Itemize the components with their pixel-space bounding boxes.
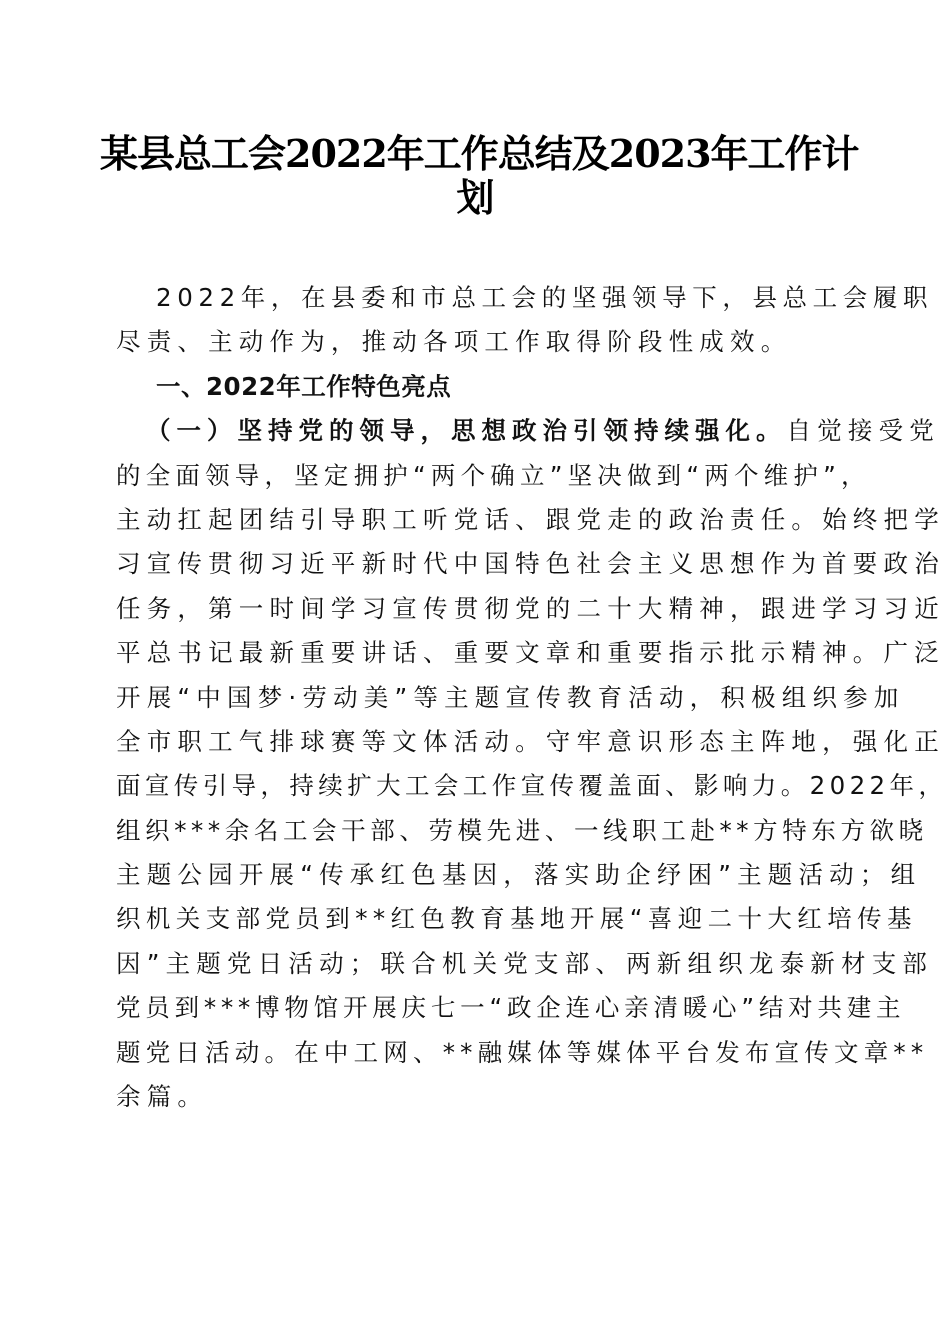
body-line: 开展“中国梦·劳动美”等主题宣传教育活动，积极组织参加: [116, 682, 905, 712]
body-line: 组织***余名工会干部、劳模先进、一线职工赴**方特东方欲晓: [116, 815, 928, 845]
body-line: 主动扛起团结引导职工听党话、跟党走的政治责任。始终把学: [116, 504, 945, 534]
body-line: 织机关支部党员到**红色教育基地开展“喜迎二十大红培传基: [116, 904, 917, 934]
subsection-heading: （一）坚持党的领导，思想政治引领持续强化。: [146, 416, 787, 446]
body-line: 全市职工气排球赛等文体活动。守牢意识形态主阵地，强化正: [116, 726, 945, 756]
intro-paragraph-line: 2022年，在县委和市总工会的坚强领导下，县总工会履职: [156, 283, 934, 312]
body-line: 因”主题党日活动；联合机关党支部、两新组织龙泰新材支部: [116, 948, 934, 978]
body-line: 党员到***博物馆开展庆七一“政企连心亲清暖心”结对共建主: [116, 993, 906, 1023]
title-line-1: 某县总工会2022年工作总结及2023年工作计: [100, 131, 859, 176]
body-line: 习宣传贯彻习近平新时代中国特色社会主义思想作为首要政治: [116, 549, 945, 579]
body-line: 余篇。: [116, 1082, 209, 1112]
subsection-first-line-rest: 自觉接受党: [786, 416, 940, 446]
body-line: 平总书记最新重要讲话、重要文章和重要指示批示精神。广泛: [116, 638, 945, 668]
body-line: 题党日活动。在中工网、**融媒体等媒体平台发布宣传文章**: [116, 1037, 929, 1067]
intro-paragraph-line: 尽责、主动作为，推动各项工作取得阶段性成效。: [116, 327, 792, 357]
title-line-2: 划: [456, 175, 494, 220]
body-line: 主题公园开展“传承红色基因，落实助企纾困”主题活动；组: [116, 860, 922, 890]
body-line: 任务，第一时间学习宣传贯彻党的二十大精神，跟进学习习近: [116, 593, 945, 623]
body-line: 面宣传引导，持续扩大工会工作宣传覆盖面、影响力。2022年，: [116, 771, 948, 801]
document-title: [100, 131, 859, 220]
subsection-first-line: [116, 409, 940, 453]
section-heading: 一、2022年工作特色亮点: [156, 371, 452, 401]
document-body: [116, 276, 948, 1119]
body-line: 的全面领导，坚定拥护“两个确立”坚决做到“两个维护”，: [116, 460, 871, 490]
